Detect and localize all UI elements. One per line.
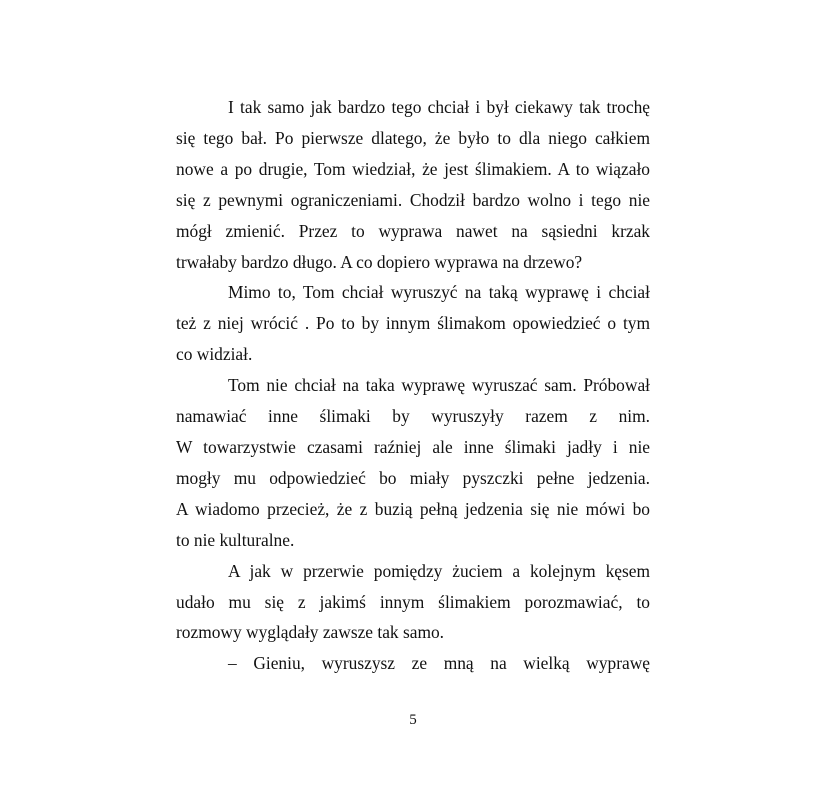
text-line: co widział. (176, 344, 253, 365)
text-line: mógł zmienić. Przez to wyprawa nawet na sąsiedni krzak (176, 220, 650, 241)
text-line: rozmowy wyglądały zawsze tak samo. (176, 622, 445, 643)
page-number: 5 (409, 712, 417, 728)
paragraph-2 (176, 277, 650, 370)
text-line: nowe a po drugie, Tom wiedział, że jest ślimakiem. A to wiązało (176, 158, 650, 179)
text-line: się z pewnymi ograniczeniami. Chodził bardzo wolno i tego nie (176, 189, 650, 210)
text-line: W towarzystwie czasami raźniej ale inne ślimaki jadły i nie (176, 436, 650, 457)
text-line: też z niej wrócić . Po to by innym ślimakom opowiedzieć o tym (176, 313, 650, 334)
text-line: to nie kulturalne. (176, 529, 295, 550)
text-line: A wiadomo przecież, że z buzią pełną jedzenia się nie mówi bo (176, 498, 650, 519)
text-line: Mimo to, Tom chciał wyruszyć na taką wyprawę i chciał (228, 282, 650, 303)
paragraph-1 (176, 92, 650, 277)
text-line: A jak w przerwie pomiędzy żuciem a kolejnym kęsem (228, 560, 650, 581)
page-body (176, 92, 650, 679)
text-line: mogły mu odpowiedzieć bo miały pyszczki pełne jedzenia. (176, 467, 650, 488)
text-line: trwałaby bardzo długo. A co dopiero wyprawa na drzewo? (176, 251, 583, 272)
text-line: – Gieniu, wyruszysz ze mną na wielką wyprawę (228, 653, 650, 674)
paragraph-5-dialogue (176, 648, 650, 679)
text-line: I tak samo jak bardzo tego chciał i był ciekawy tak trochę (228, 97, 650, 117)
text-line: Tom nie chciał na taka wyprawę wyruszać sam. Próbował (228, 375, 650, 396)
text-line: się tego bał. Po pierwsze dlatego, że było to dla niego całkiem (176, 127, 650, 148)
paragraph-4 (176, 556, 650, 649)
text-line: udało mu się z jakimś innym ślimakiem porozmawiać, to (176, 591, 650, 612)
text-line: namawiać inne ślimaki by wyruszyły razem z nim. (176, 406, 650, 427)
paragraph-3 (176, 370, 650, 555)
